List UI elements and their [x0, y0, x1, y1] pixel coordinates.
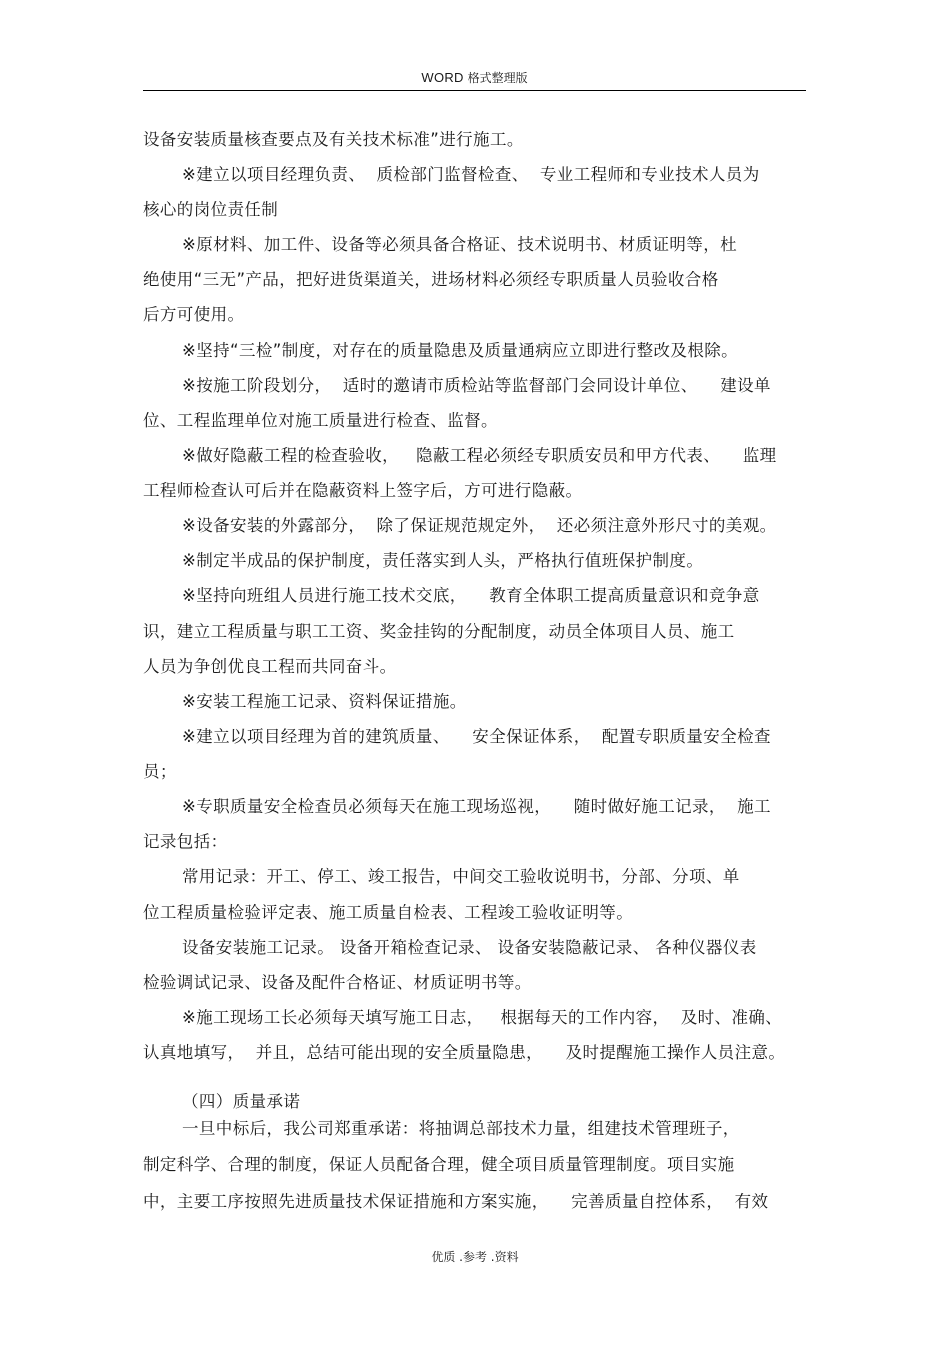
- text-line: 核心的岗位责任制: [143, 200, 279, 219]
- text-line: ※施工现场工长必须每天填写施工日志， 根据每天的工作内容， 及时、准确、: [182, 1008, 783, 1027]
- text-line: 设备安装质量核查要点及有关技术标准”进行施工。: [143, 130, 524, 149]
- text-line: ※安装工程施工记录、资料保证措施。: [182, 692, 467, 711]
- page-footer: 优质 .参考 .资料: [431, 1250, 519, 1264]
- text-line: 工程师检查认可后并在隐蔽资料上签字后，方可进行隐蔽。: [143, 481, 583, 500]
- text-line: 设备安装施工记录。 设备开箱检查记录、 设备安装隐蔽记录、 各种仪器仪表: [182, 938, 757, 957]
- text-line: ※坚持向班组人员进行施工技术交底， 教育全体职工提高质量意识和竞争意: [182, 586, 760, 605]
- text-line: 记录包括：: [143, 832, 228, 851]
- page-header: [143, 68, 806, 91]
- section-heading: （四）质量承诺: [182, 1092, 301, 1111]
- text-line: ※做好隐蔽工程的检查验收， 隐蔽工程必须经专职质安员和甲方代表、 监理: [182, 446, 777, 465]
- text-line: 中，主要工序按照先进质量技术保证措施和方案实施， 完善质量自控体系， 有效: [143, 1192, 769, 1211]
- text-line: 识，建立工程质量与职工工资、奖金挂钩的分配制度，动员全体项目人员、施工: [143, 622, 735, 641]
- text-line: 绝使用“三无”产品，把好进货渠道关，进场材料必须经专职质量人员验收合格: [143, 270, 719, 289]
- text-line: 位、工程监理单位对施工质量进行检查、监督。: [143, 411, 498, 430]
- text-line: 人员为争创优良工程而共同奋斗。: [143, 657, 397, 676]
- header-text: 格式整理版: [467, 71, 528, 85]
- header-word: WORD: [421, 70, 464, 85]
- text-line: ※坚持“三检”制度，对存在的质量隐患及质量通病应立即进行整改及根除。: [182, 341, 739, 360]
- text-line: ※制定半成品的保护制度，责任落实到人头，严格执行值班保护制度。: [182, 551, 704, 570]
- text-line: 制定科学、合理的制度，保证人员配备合理，健全项目质量管理制度。项目实施: [143, 1155, 735, 1174]
- text-line: 认真地填写， 并且，总结可能出现的安全质量隐患， 及时提醒施工操作人员注意。: [143, 1043, 786, 1062]
- text-line: 一旦中标后，我公司郑重承诺：将抽调总部技术力量，组建技术管理班子，: [182, 1119, 740, 1138]
- text-line: ※建立以项目经理为首的建筑质量、 安全保证体系， 配置专职质量安全检查: [182, 727, 771, 746]
- text-line: ※设备安装的外露部分， 除了保证规范规定外， 还必须注意外形尺寸的美观。: [182, 516, 777, 535]
- text-line: ※专职质量安全检查员必须每天在施工现场巡视， 随时做好施工记录， 施工: [182, 797, 771, 816]
- text-line: 后方可使用。: [143, 305, 245, 324]
- text-line: ※原材料、加工件、设备等必须具备合格证、技术说明书、材质证明等，杜: [182, 235, 738, 254]
- text-line: ※建立以项目经理负责、 质检部门监督检查、 专业工程师和专业技术人员为: [182, 165, 760, 184]
- text-line: 检验调试记录、设备及配件合格证、材质证明书等。: [143, 973, 532, 992]
- text-line: 员；: [143, 762, 177, 781]
- text-line: 常用记录：开工、停工、竣工报告，中间交工验收说明书，分部、分项、单: [182, 867, 740, 886]
- text-line: 位工程质量检验评定表、施工质量自检表、工程竣工验收证明等。: [143, 903, 634, 922]
- text-line: ※按施工阶段划分， 适时的邀请市质检站等监督部门会同设计单位、 建设单: [182, 376, 771, 395]
